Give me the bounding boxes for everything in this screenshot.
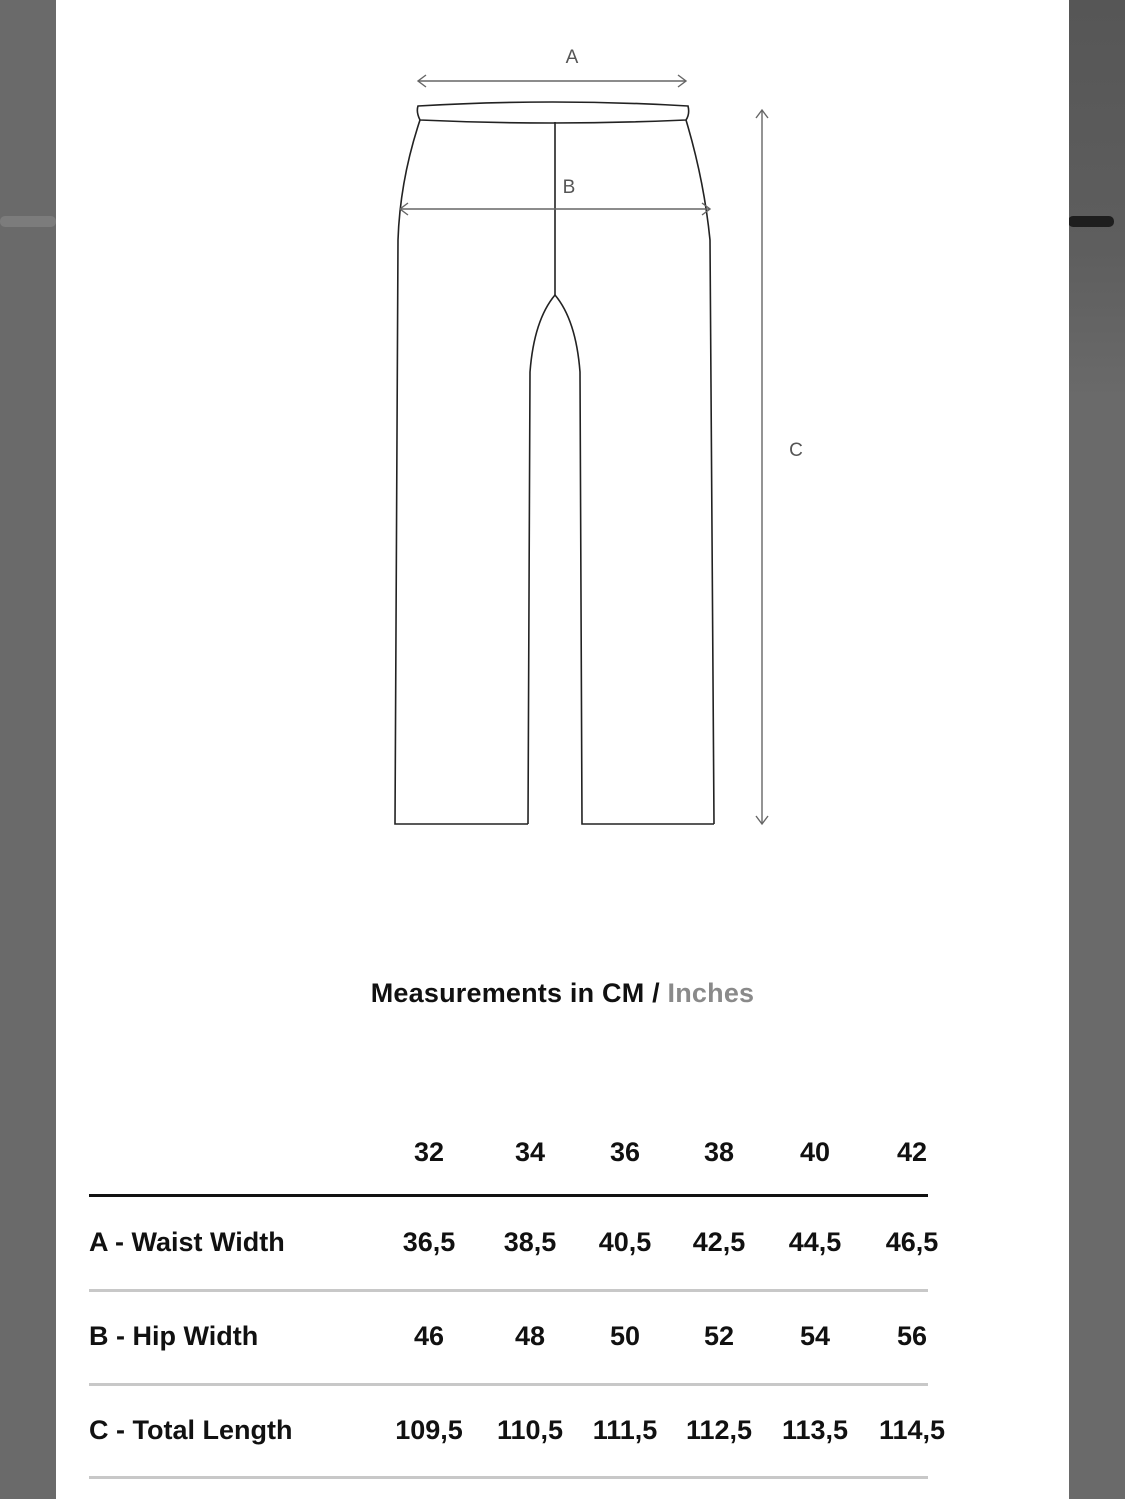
row-divider — [89, 1476, 928, 1479]
table-cell: 54 — [799, 1321, 831, 1351]
header-divider — [89, 1194, 928, 1197]
row-divider — [89, 1289, 928, 1292]
row-label: C - Total Length — [89, 1415, 293, 1445]
table-cell: 56 — [896, 1321, 928, 1351]
table-cell: 42,5 — [692, 1227, 746, 1257]
size-header-row — [89, 1110, 928, 1196]
table-cell: 44,5 — [788, 1227, 842, 1257]
row-label: B - Hip Width — [89, 1321, 259, 1351]
trousers-outline — [395, 102, 714, 824]
table-row — [89, 1196, 939, 1290]
table-cell: 110,5 — [496, 1415, 564, 1445]
label-c: C — [789, 440, 803, 461]
table-cell: 50 — [609, 1321, 641, 1351]
size-header-cell: 34 — [514, 1137, 546, 1167]
table-cell: 114,5 — [878, 1415, 946, 1445]
waist-arrow — [418, 75, 686, 87]
table-row — [89, 1290, 928, 1384]
table-row — [89, 1384, 946, 1478]
right-handle — [1068, 216, 1114, 227]
table-cell: 46,5 — [885, 1227, 939, 1257]
table-cell: 38,5 — [503, 1227, 557, 1257]
table-cell: 46 — [413, 1321, 445, 1351]
row-divider — [89, 1383, 928, 1386]
label-a: A — [565, 47, 579, 68]
size-header-cell: 32 — [413, 1137, 445, 1167]
size-header-cell: 38 — [703, 1137, 735, 1167]
size-header-cell: 42 — [896, 1137, 928, 1167]
table-cell: 113,5 — [781, 1415, 849, 1445]
trousers-diagram — [56, 0, 1069, 900]
size-header-cell: 36 — [609, 1137, 641, 1167]
length-arrow — [756, 110, 768, 824]
units-separator: / — [644, 978, 668, 1008]
label-b: B — [562, 177, 576, 198]
table-cell: 40,5 — [598, 1227, 652, 1257]
table-cell: 109,5 — [395, 1415, 463, 1445]
table-cell: 112,5 — [685, 1415, 753, 1445]
table-cell: 52 — [703, 1321, 735, 1351]
size-header-cell: 40 — [799, 1137, 831, 1167]
left-handle — [0, 216, 56, 227]
table-cell: 111,5 — [592, 1415, 658, 1445]
size-table — [89, 1110, 946, 1478]
units-cm: Measurements in CM — [370, 978, 645, 1008]
row-label: A - Waist Width — [89, 1227, 285, 1257]
units-inches-toggle[interactable]: Inches — [667, 978, 755, 1008]
table-cell: 48 — [514, 1321, 546, 1351]
units-heading — [56, 978, 1069, 1009]
table-cell: 36,5 — [402, 1227, 456, 1257]
